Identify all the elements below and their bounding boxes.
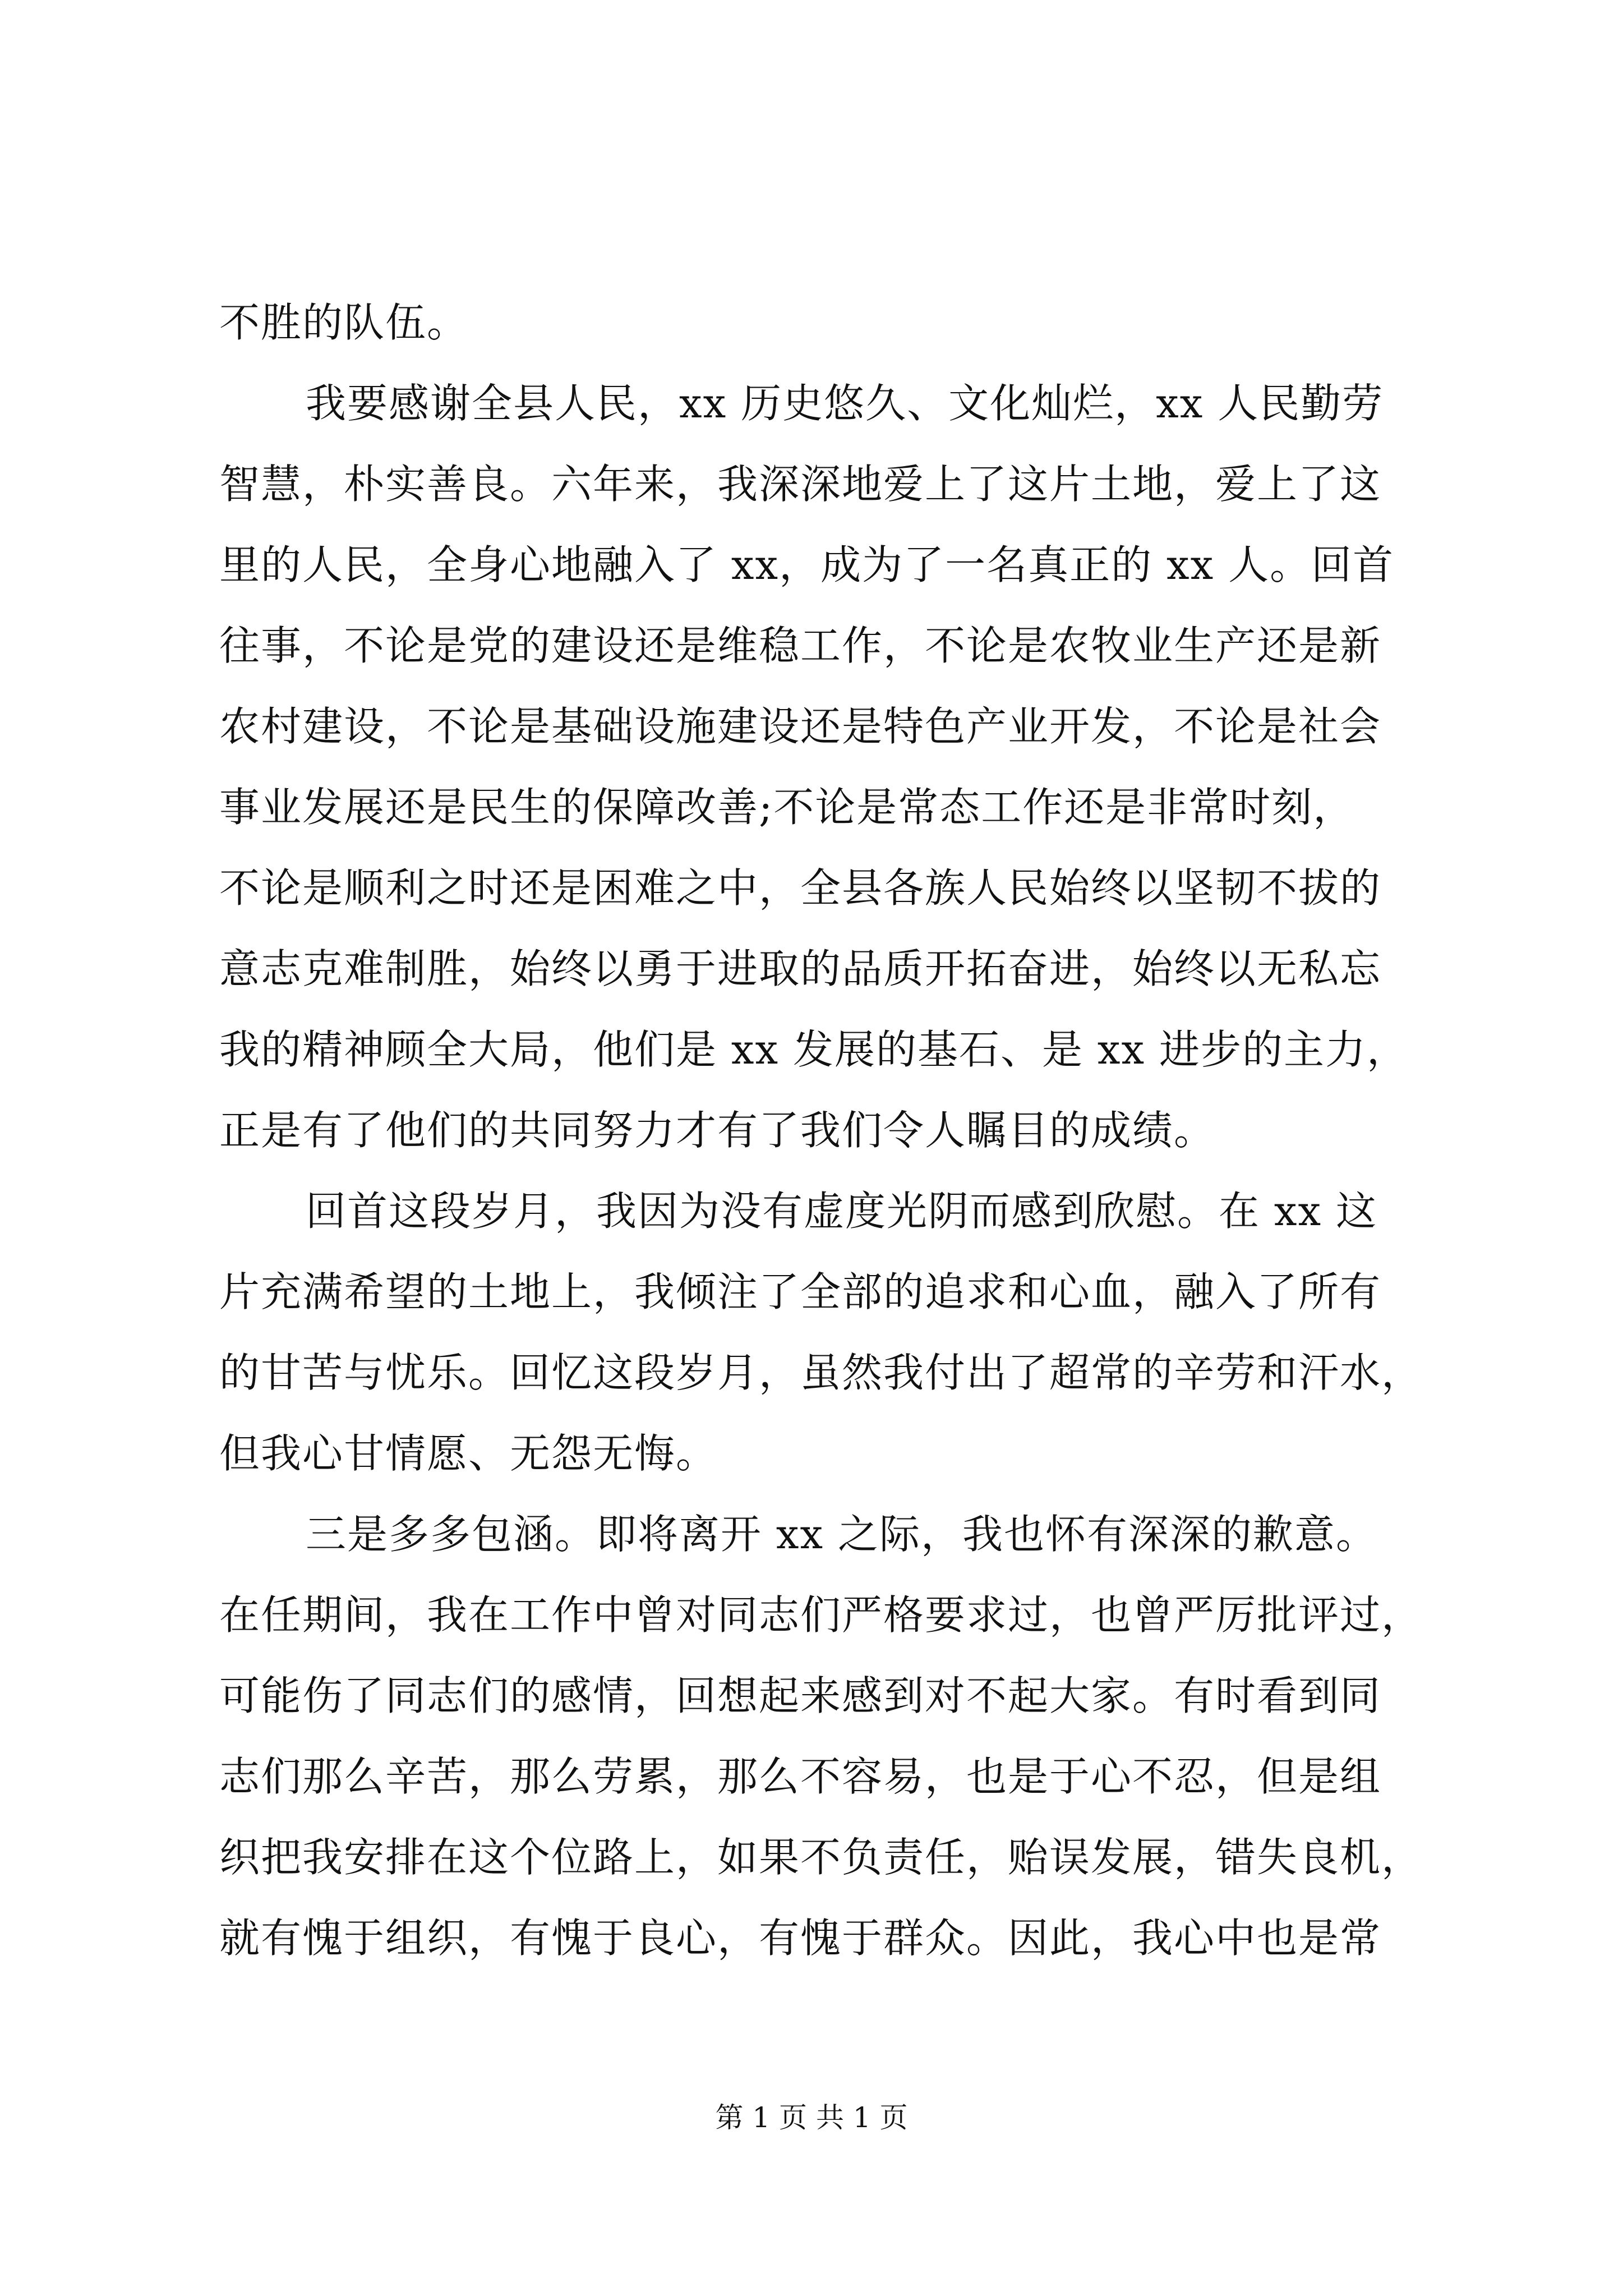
text-line: 片充满希望的土地上，我倾注了全部的追求和心血，融入了所有 — [219, 1268, 1382, 1315]
text-line: 在任期间，我在工作中曾对同志们严格要求过，也曾严厉批评过， — [219, 1591, 1423, 1639]
text-line: 的甘苦与忧乐。回忆这段岁月，虽然我付出了超常的辛劳和汗水， — [219, 1349, 1423, 1396]
text-line: 织把我安排在这个位路上，如果不负责任，贻误发展，错失良机， — [219, 1834, 1423, 1881]
text-line: 农村建设，不论是基础设施建设还是特色产业开发，不论是社会 — [219, 703, 1382, 750]
text-line: 智慧，朴实善良。六年来，我深深地爱上了这片土地，爱上了这 — [219, 461, 1382, 508]
text-line: 可能伤了同志们的感情，回想起来感到对不起大家。有时看到同 — [219, 1672, 1382, 1719]
paragraph-first-line: 回首这段岁月，我因为没有虚度光阴而感到欣慰。在 xx 这 — [306, 1188, 1377, 1235]
text-line: 事业发展还是民生的保障改善;不论是常态工作还是非常时刻， — [219, 784, 1355, 831]
text-line: 不胜的队伍。 — [219, 299, 469, 346]
text-line: 正是有了他们的共同努力才有了我们令人瞩目的成绩。 — [219, 1107, 1216, 1154]
text-line: 我的精神顾全大局，他们是 xx 发展的基石、是 xx 进步的主力， — [219, 1026, 1408, 1073]
page-footer: 第 1 页 共 1 页 — [715, 2101, 908, 2134]
text-line: 意志克难制胜，始终以勇于进取的品质开拓奋进，始终以无私忘 — [219, 945, 1382, 992]
text-line: 就有愧于组织，有愧于良心，有愧于群众。因此，我心中也是常 — [219, 1915, 1382, 1962]
paragraph-first-line: 我要感谢全县人民，xx 历史悠久、文化灿烂，xx 人民勤劳 — [306, 380, 1384, 427]
paragraph-first-line: 三是多多包涵。即将离开 xx 之际，我也怀有深深的歉意。 — [306, 1511, 1377, 1558]
text-line: 但我心甘情愿、无怨无悔。 — [219, 1430, 718, 1477]
text-line: 志们那么辛苦，那么劳累，那么不容易，也是于心不忍，但是组 — [219, 1753, 1382, 1800]
text-line: 里的人民，全身心地融入了 xx，成为了一名真正的 xx 人。回首 — [219, 541, 1395, 588]
text-line: 往事，不论是党的建设还是维稳工作，不论是农牧业生产还是新 — [219, 622, 1382, 669]
text-line: 不论是顺利之时还是困难之中，全县各族人民始终以坚韧不拔的 — [219, 864, 1382, 912]
